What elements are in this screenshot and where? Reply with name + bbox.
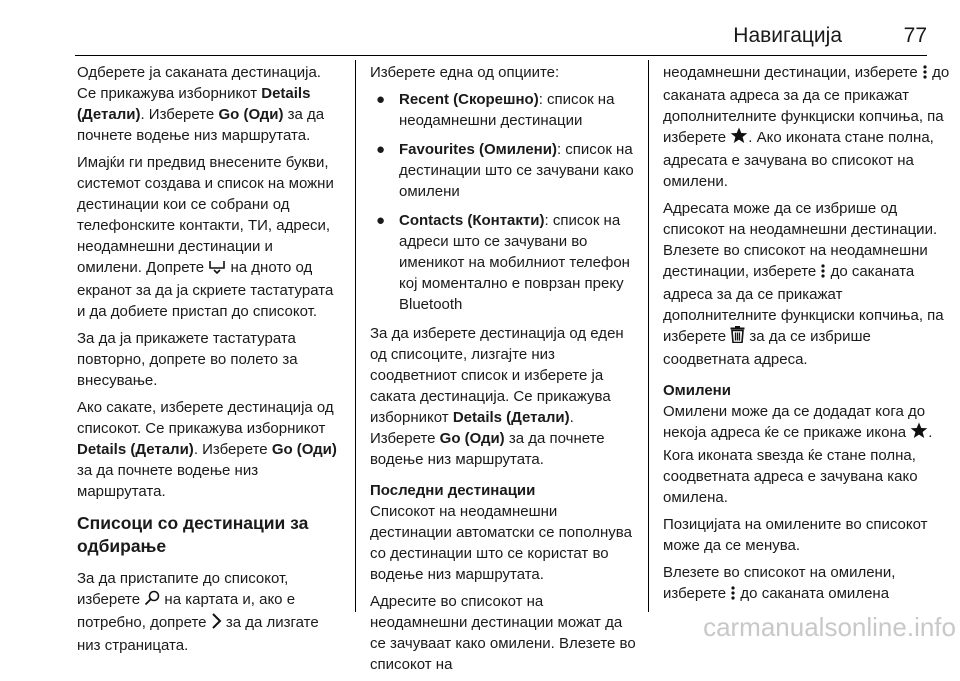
list-item: ● Recent (Скорешно): список на неодамнешни дестинации [376, 91, 615, 129]
paragraph: Одберете ја саканата дестинација. Се прикажува изборникот Details (Детали). Изберете Go (Оди) за да почнете водење низ маршрутата. [77, 64, 325, 144]
subsection-title: Омилени [663, 382, 731, 399]
header-rule [75, 55, 927, 56]
chapter-title: Навигација [733, 24, 842, 47]
star-icon [730, 127, 748, 150]
list-item: ● Contacts (Контакти): список на адреси што се зачувани во именикот на мобилниот телефон кој моментално е поврзан преку Bluetooth [376, 212, 630, 313]
paragraph: Ако сакате, изберете дестинација од списокот. Се прикажува изборникот Details (Детали). Изберете Go (Оди) за да почнете водење низ маршрутата. [77, 399, 337, 500]
trash-icon [730, 326, 745, 349]
column-divider [355, 60, 356, 612]
column-3 [663, 62, 953, 612]
hide-keyboard-icon [208, 259, 226, 280]
star-icon [910, 422, 928, 445]
chevron-right-icon [211, 613, 222, 635]
paragraph: За да ја прикажете тастатурата повторно, допрете во полето за внесување. [77, 330, 298, 389]
list-item: ● Favourites (Омилени): список на дестинации што се зачувани како омилени [376, 141, 634, 200]
subsection-title: Последни дестинации [370, 482, 536, 499]
paragraph: Изберете една од опциите: [370, 64, 560, 81]
paragraph: Имајќи ги предвид внесените букви, системот создава и список на можни дестинации кои се собрани од телефонските контакти, ТИ, адреси, неодамнешни дестинации и омилени. Допрете на дното од екранот за да ја скриете тастатурата и да добиете пристап до списокот. [77, 154, 334, 320]
paragraph: Адресата може да се избрише од списокот на неодамнешни дестинации. Влезете во списокот на неодамнешни дестинации, изберете до саканата адреса за да се прикажат дополнителните функциски копчиња, па изберете за да се избрише соодветната адреса. [663, 200, 944, 368]
column-1 [77, 62, 342, 662]
paragraph: Влезете во списокот на омилени, изберете до саканата омилена [663, 562, 953, 606]
paragraph: Позицијата на омилените во списокот може да се менува. [663, 516, 928, 554]
paragraph: За да изберете дестинација од еден од списоците, лизгајте низ соодветниот список и изберете ја саката дестинација. Се прикажува изборникот Details (Детали). Изберете Go (Оди) за да почнете водење низ маршрутата. [370, 325, 624, 468]
search-icon [144, 590, 160, 612]
paragraph: Омилени може да се додадат кога до некоја адреса ќе се прикаже икона . Кога иконата ѕвезда ќе стане полна, соодветната адреса е зачувана како омилена. [663, 403, 933, 506]
section-title: Списоци со дестинации за одбирање [77, 513, 309, 556]
watermark: carmanualsonline.info [703, 612, 956, 642]
page-number: 77 [903, 24, 927, 47]
column-2 [370, 62, 640, 681]
paragraph: За да пристапите до списокот, изберете на картата и, ако е потребно, допрете за да лизгате низ страницата. [77, 570, 319, 654]
column-divider [648, 60, 649, 612]
paragraph: Списокот на неодамнешни дестинации автоматски се пополнува со дестинации што се користат во водење низ маршрутата. [370, 503, 632, 583]
paragraph: Адресите во списокот на неодамнешни дестинации можат да се зачуваат како омилени. Влезете во списокот на [370, 593, 636, 673]
option-list [370, 89, 640, 315]
paragraph: неодамнешни дестинации, изберете до саканата адреса за да се прикажат дополнителните функциски копчиња, па изберете . Ако иконата стане полна, адресата е зачувана во списокот на омилени. [663, 64, 950, 190]
